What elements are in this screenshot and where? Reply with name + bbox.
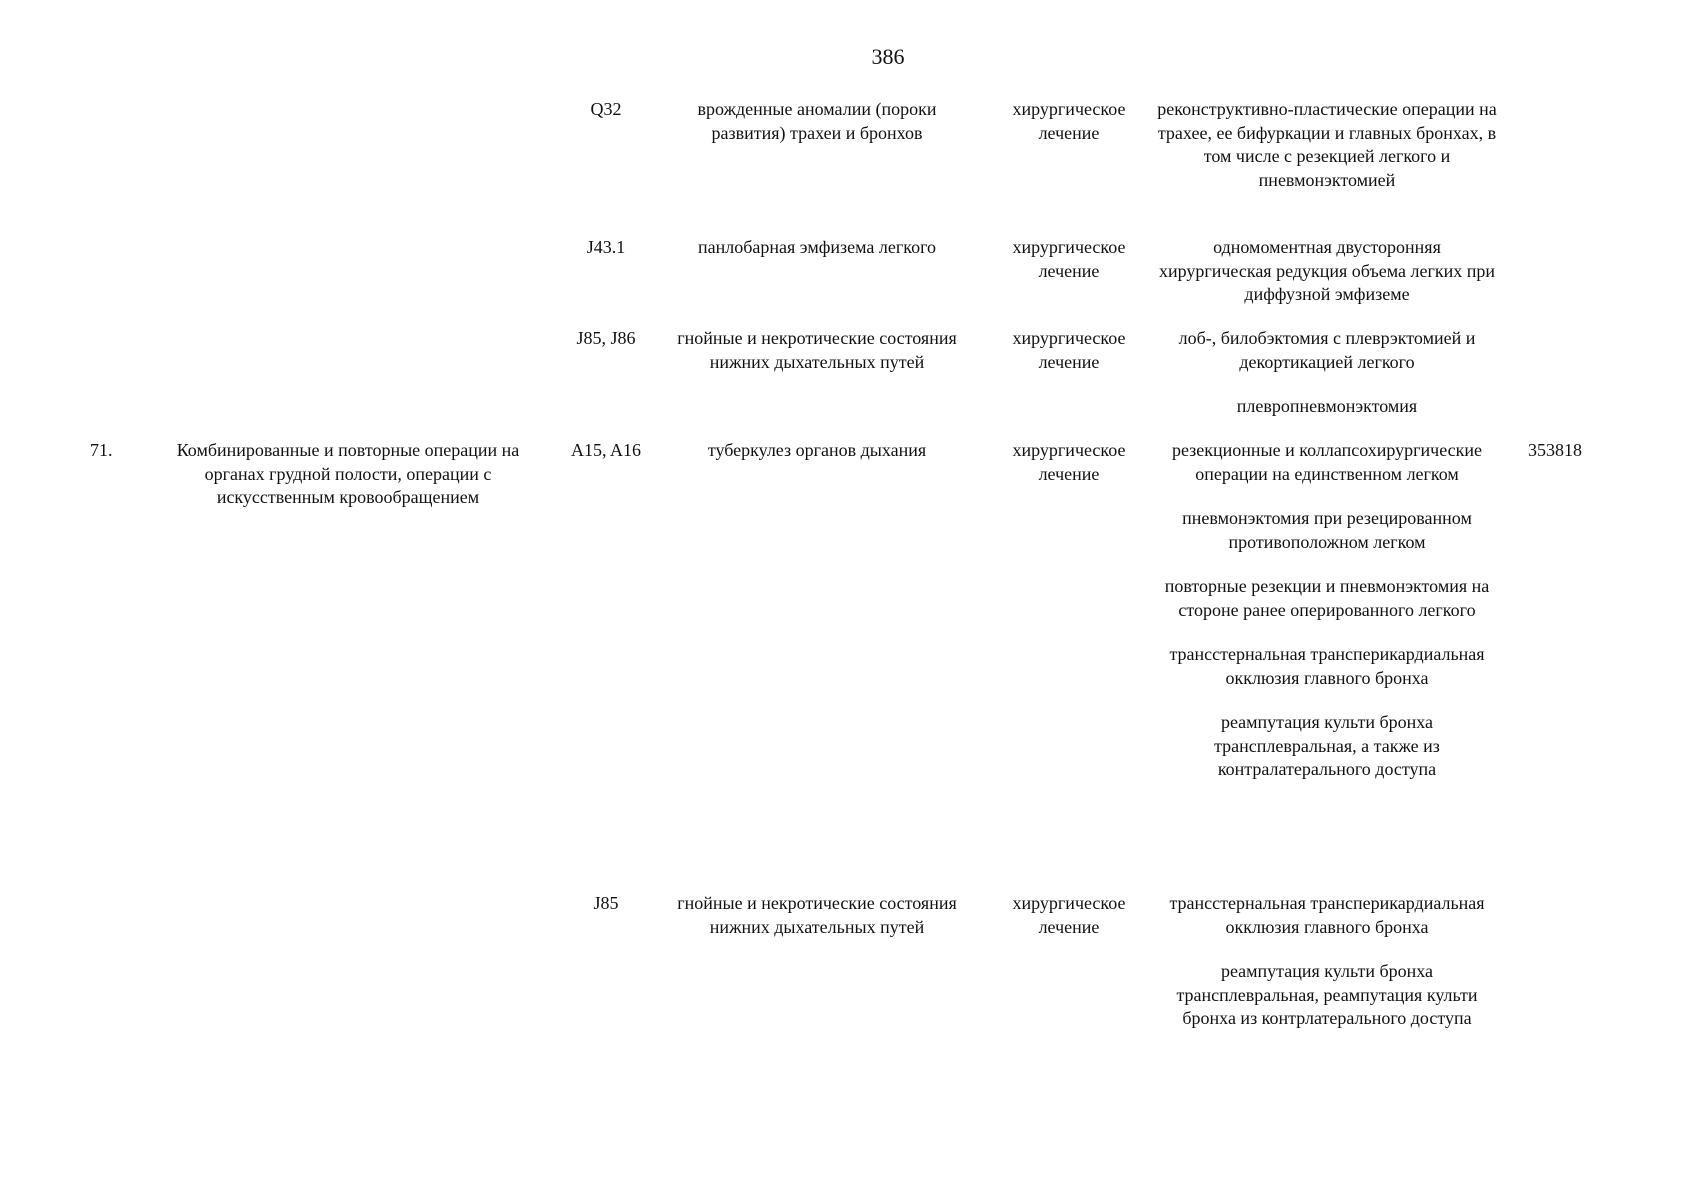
method-item: лоб-, билобэктомия с плеврэктомией и декортикацией легкого bbox=[1178, 328, 1476, 372]
table-cell-treatment: хирургическое лечение bbox=[1012, 99, 1126, 143]
table-cell-diagnosis: гнойные и некротические состояния нижних дыхательных путей bbox=[677, 328, 957, 372]
method-item: повторные резекции и пневмонэктомия на стороне ранее оперированного легкого bbox=[1164, 576, 1490, 620]
table-cell-code: J85 bbox=[593, 893, 619, 913]
table-cell-treatment: хирургическое лечение bbox=[1012, 237, 1126, 281]
table-cell-cost: 353818 bbox=[1528, 440, 1582, 460]
table-cell-treatment: хирургическое лечение bbox=[1012, 440, 1126, 484]
method-item: резекционные и коллапсохирургические операции на единственном легком bbox=[1171, 440, 1483, 484]
page-number: 386 bbox=[871, 44, 905, 69]
table-cell-code: Q32 bbox=[590, 99, 622, 119]
table-cell-diagnosis: панлобарная эмфизема легкого bbox=[697, 237, 937, 257]
table-cell-diagnosis: туберкулез органов дыхания bbox=[707, 440, 927, 460]
table-cell-code: J43.1 bbox=[586, 237, 626, 257]
method-item: реконструктивно-пластические операции на трахее, ее бифуркации и главных бронхах, в том числе с резекцией легкого и пневмонэктомией bbox=[1157, 99, 1497, 190]
method-item: плевропневмонэктомия bbox=[1236, 396, 1418, 416]
method-item: реампутация культи бронха трансплевральная, реампутация культи бронха из контрлатерального доступа bbox=[1176, 961, 1478, 1028]
table-cell-treatment: хирургическое лечение bbox=[1012, 893, 1126, 937]
method-item: одномоментная двусторонняя хирургическая редукция объема легких при диффузной эмфиземе bbox=[1158, 237, 1496, 304]
table-cell-name: Комбинированные и повторные операции на органах грудной полости, операции с искусственным кровообращением bbox=[176, 440, 520, 507]
table-cell-method bbox=[1157, 892, 1497, 1052]
table-cell-method bbox=[1157, 439, 1497, 803]
table-cell-number: 71. bbox=[90, 440, 113, 460]
table-cell-treatment: хирургическое лечение bbox=[1012, 328, 1126, 372]
table-cell-method bbox=[1157, 236, 1497, 328]
table-cell-diagnosis: врожденные аномалии (пороки развития) трахеи и бронхов bbox=[697, 99, 937, 143]
method-item: пневмонэктомия при резецированном противоположном легком bbox=[1182, 508, 1472, 552]
table-cell-code: A15, A16 bbox=[570, 440, 641, 460]
table-cell-diagnosis: гнойные и некротические состояния нижних дыхательных путей bbox=[677, 893, 957, 937]
method-item: реампутация культи бронха трансплевральная, а также из контралатерального доступа bbox=[1214, 712, 1440, 779]
table-cell-method bbox=[1157, 98, 1497, 213]
method-item: трансстернальная трансперикардиальная окклюзия главного бронха bbox=[1169, 644, 1485, 688]
table-cell-method bbox=[1157, 327, 1497, 440]
method-item: трансстернальная трансперикардиальная окклюзия главного бронха bbox=[1169, 893, 1485, 937]
table-cell-code: J85, J86 bbox=[576, 328, 636, 348]
